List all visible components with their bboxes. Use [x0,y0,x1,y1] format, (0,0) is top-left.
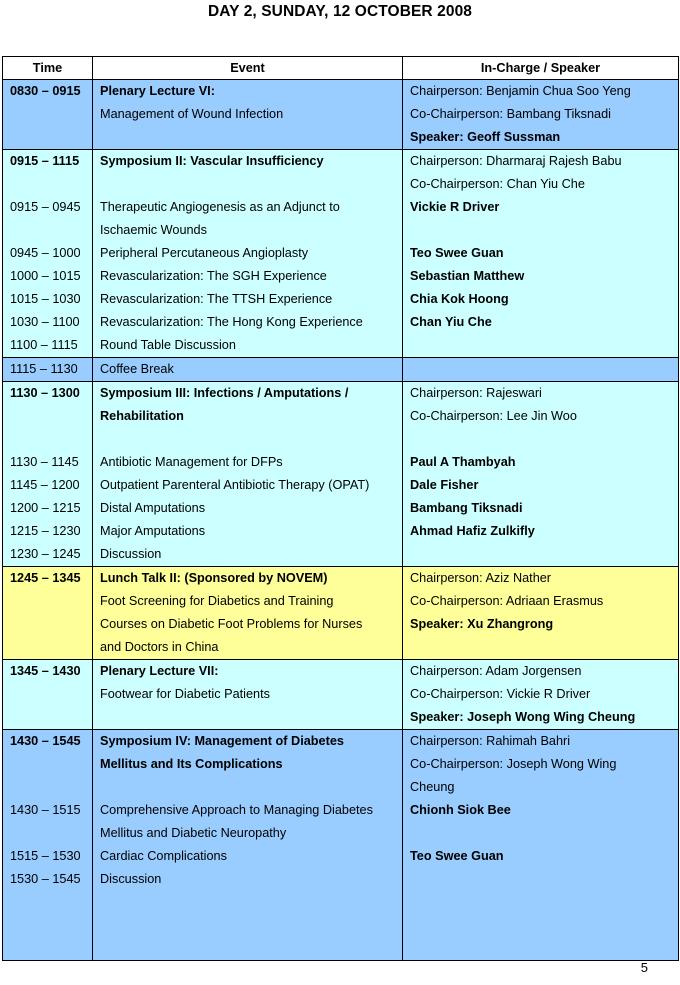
speaker-line: Chairperson: Dharmaraj Rajesh Babu [410,154,622,168]
schedule-row [3,80,679,150]
speaker-line: Co-Chairperson: Vickie R Driver [410,687,591,701]
header-row [3,57,679,80]
speaker-cell [403,80,679,150]
speaker-line [403,358,678,381]
event-line: Revascularization: The Hong Kong Experience [100,315,363,329]
event-line: Mellitus and Diabetic Neuropathy [100,826,287,840]
speaker-line: Chairperson: Rajeswari [410,386,542,400]
time-line: 1145 – 1200 [10,478,80,492]
schedule-row [3,382,679,567]
event-line: Plenary Lecture VI: [100,84,215,98]
event-cell [93,382,403,567]
event-line: Symposium III: Infections / Amputations / [100,386,349,400]
speaker-cell [403,730,679,961]
time-cell [3,80,93,150]
event-line: Antibiotic Management for DFPs [100,455,283,469]
schedule-row [3,150,679,358]
event-line: Discussion [100,872,162,886]
event-line: Footwear for Diabetic Patients [100,687,270,701]
event-line: Distal Amputations [100,501,206,515]
event-blank-line [93,706,402,729]
time-line: 1430 – 1545 [10,734,81,748]
speaker-line: Chan Yiu Che [410,315,492,329]
time-blank-line [3,914,92,937]
time-line: 1130 – 1145 [10,455,79,469]
event-line: Foot Screening for Diabetics and Training [100,594,334,608]
speaker-cell [403,382,679,567]
time-line: 1245 – 1345 [10,571,81,585]
event-line: and Doctors in China [100,640,219,654]
event-cell [93,660,403,730]
speaker-line: Co-Chairperson: Adriaan Erasmus [410,594,604,608]
speaker-line [403,543,678,566]
speaker-line: Co-Chairperson: Chan Yiu Che [410,177,585,191]
speaker-line: Bambang Tiksnadi [410,501,523,515]
event-line: Revascularization: The TTSH Experience [100,292,333,306]
time-blank-line [3,126,92,149]
time-line [3,822,92,845]
speaker-line [403,219,678,242]
time-blank-line [3,937,92,960]
speaker-line: Vickie R Driver [410,200,500,214]
event-line: Courses on Diabetic Foot Problems for Nurses [100,617,363,631]
header-time: Time [3,57,93,80]
schedule-row [3,730,679,961]
speaker-line: Chairperson: Adam Jorgensen [410,664,582,678]
speaker-line: Dale Fisher [410,478,479,492]
time-cell [3,730,93,961]
event-line: Rehabilitation [100,409,184,423]
time-line: 1515 – 1530 [10,849,81,863]
time-line: 0830 – 0915 [10,84,81,98]
event-blank-line [93,937,402,960]
time-cell [3,660,93,730]
time-line [3,776,92,799]
time-blank-line [3,706,92,729]
speaker-blank-line [403,636,678,659]
event-line: Peripheral Percutaneous Angioplasty [100,246,309,260]
schedule-row [3,660,679,730]
event-line [93,173,402,196]
speaker-line: Chia Kok Hoong [410,292,509,306]
speaker-cell [403,567,679,660]
event-line: Symposium IV: Management of Diabetes [100,734,344,748]
speaker-line: Speaker: Joseph Wong Wing Cheung [410,710,636,724]
speaker-line: Teo Swee Guan [410,849,504,863]
schedule-row [3,358,679,382]
time-line: 1030 – 1100 [10,315,80,329]
time-blank-line [3,103,92,126]
event-line: Coffee Break [100,362,174,376]
time-line [3,219,92,242]
speaker-line: Speaker: Xu Zhangrong [410,617,554,631]
speaker-blank-line [403,891,678,914]
speaker-line: Co-Chairperson: Bambang Tiksnadi [410,107,611,121]
event-line: Comprehensive Approach to Managing Diabetes [100,803,373,817]
speaker-cell [403,150,679,358]
time-cell [3,567,93,660]
time-blank-line [3,636,92,659]
speaker-line: Chionh Siok Bee [410,803,511,817]
speaker-line: Ahmad Hafiz Zulkifly [410,524,535,538]
time-line: 1100 – 1115 [10,338,78,352]
speaker-line [403,334,678,357]
event-blank-line [93,914,402,937]
event-line: Ischaemic Wounds [100,223,207,237]
event-line: Revascularization: The SGH Experience [100,269,327,283]
speaker-line: Paul A Thambyah [410,455,516,469]
event-blank-line [93,126,402,149]
speaker-line: Chairperson: Aziz Nather [410,571,552,585]
time-line: 1000 – 1015 [10,269,81,283]
event-line: Round Table Discussion [100,338,236,352]
event-line: Cardiac Complications [100,849,227,863]
time-line: 0915 – 0945 [10,200,81,214]
speaker-line: Sebastian Matthew [410,269,525,283]
time-line: 0945 – 1000 [10,246,81,260]
event-cell [93,730,403,961]
schedule-body [3,80,679,961]
time-cell [3,382,93,567]
time-line: 1430 – 1515 [10,803,81,817]
time-cell [3,150,93,358]
event-line [93,776,402,799]
page-number: 5 [640,960,648,975]
time-blank-line [3,891,92,914]
time-blank-line [3,613,92,636]
event-blank-line [93,891,402,914]
event-line: Major Amputations [100,524,206,538]
speaker-line: Chairperson: Rahimah Bahri [410,734,571,748]
time-cell [3,358,93,382]
time-line: 1230 – 1245 [10,547,81,561]
event-line: Symposium II: Vascular Insufficiency [100,154,324,168]
time-line: 1200 – 1215 [10,501,81,515]
speaker-line: Co-Chairperson: Joseph Wong Wing [410,757,617,771]
time-line [3,405,92,428]
event-cell [93,80,403,150]
speaker-line: Co-Chairperson: Lee Jin Woo [410,409,577,423]
event-line: Lunch Talk II: (Sponsored by NOVEM) [100,571,328,585]
time-line [3,173,92,196]
speaker-line [403,822,678,845]
event-cell [93,358,403,382]
event-line: Management of Wound Infection [100,107,284,121]
speaker-line: Teo Swee Guan [410,246,504,260]
speaker-line: Speaker: Geoff Sussman [410,130,561,144]
header-speaker: In-Charge / Speaker [403,57,679,80]
time-line: 1215 – 1230 [10,524,81,538]
time-line: 1530 – 1545 [10,872,81,886]
time-blank-line [3,683,92,706]
speaker-line: Chairperson: Benjamin Chua Soo Yeng [410,84,631,98]
time-blank-line [3,590,92,613]
event-cell [93,150,403,358]
speaker-cell [403,358,679,382]
speaker-line [403,868,678,891]
time-line: 1015 – 1030 [10,292,81,306]
event-line: Discussion [100,547,162,561]
header-event: Event [93,57,403,80]
event-line: Outpatient Parenteral Antibiotic Therapy (OPAT) [100,478,370,492]
speaker-blank-line [403,937,678,960]
speaker-cell [403,660,679,730]
event-line: Therapeutic Angiogenesis as an Adjunct to [100,200,340,214]
time-line [3,428,92,451]
speaker-line: Cheung [410,780,455,794]
schedule-table [2,56,679,961]
time-line: 1130 – 1300 [10,386,80,400]
event-cell [93,567,403,660]
event-line: Mellitus and Its Complications [100,757,283,771]
schedule-row [3,567,679,660]
event-line: Plenary Lecture VII: [100,664,219,678]
time-line: 1345 – 1430 [10,664,81,678]
speaker-blank-line [403,914,678,937]
speaker-line [403,428,678,451]
time-line: 0915 – 1115 [10,154,80,168]
time-line [3,753,92,776]
event-line [93,428,402,451]
page-title: DAY 2, SUNDAY, 12 OCTOBER 2008 [207,3,473,20]
time-line: 1115 – 1130 [10,362,78,376]
